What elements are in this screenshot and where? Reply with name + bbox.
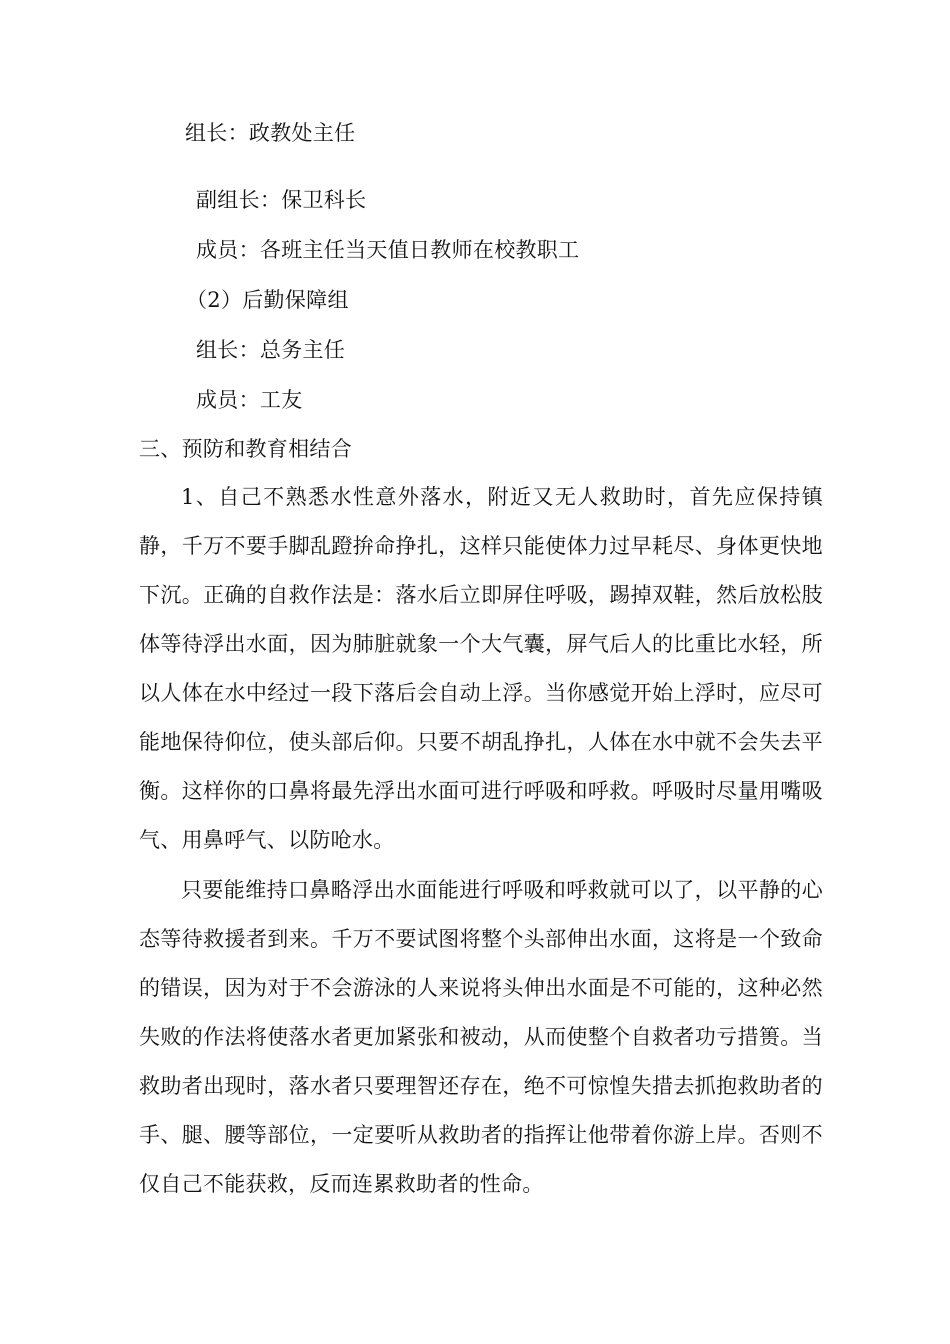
leader-line: 组长：政教处主任: [185, 121, 356, 145]
deputy-leader-line: 副组长：保卫科长: [196, 188, 367, 212]
paragraph-self-rescue: 1、自己不熟悉水性意外落水，附近又无人救助时，首先应保持镇静，千万不要手脚乱蹬拚命挣扎，这样只能使体力过早耗尽、身体更快地下沉。正确的自救作法是：落水后立即屏住呼吸，踢掉双鞋，然后放松肢体等待浮出水面，因为肺脏就象一个大气囊，屏气后人的比重比水轻，所以人体在水中经过一段下落后会自动上浮。当你感觉开始上浮时，应尽可能地保待仰位，使头部后仰。只要不胡乱挣扎，人体在水中就不会失去平衡。这样你的口鼻将最先浮出水面可进行呼吸和呼救。呼吸时尽量用嘴吸气、用鼻呼气、以防呛水。: [139, 485, 823, 852]
leader-2-line: 组长：总务主任: [196, 338, 346, 362]
group-2-heading: （2）后勤保障组: [186, 288, 349, 312]
section-3-heading: 三、预防和教育相结合: [139, 437, 352, 461]
paragraph-wait-rescue: 只要能维持口鼻略浮出水面能进行呼吸和呼救就可以了，以平静的心态等待救援者到来。千万不要试图将整个头部伸出水面，这将是一个致命的错误，因为对于不会游泳的人来说将头伸出水面是不可能的，这种必然失败的作法将使落水者更加紧张和被动，从而使整个自救者功亏措篑。当救助者出现时，落水者只要理智还存在，绝不可惊惶失措去抓抱救助者的手、腿、腰等部位，一定要听从救助者的指挥让他带着你游上岸。否则不仅自己不能获救，反而连累救助者的性命。: [139, 878, 823, 1196]
members-line: 成员：各班主任当天值日教师在校教职工: [196, 238, 580, 262]
members-2-line: 成员：工友: [196, 388, 303, 412]
